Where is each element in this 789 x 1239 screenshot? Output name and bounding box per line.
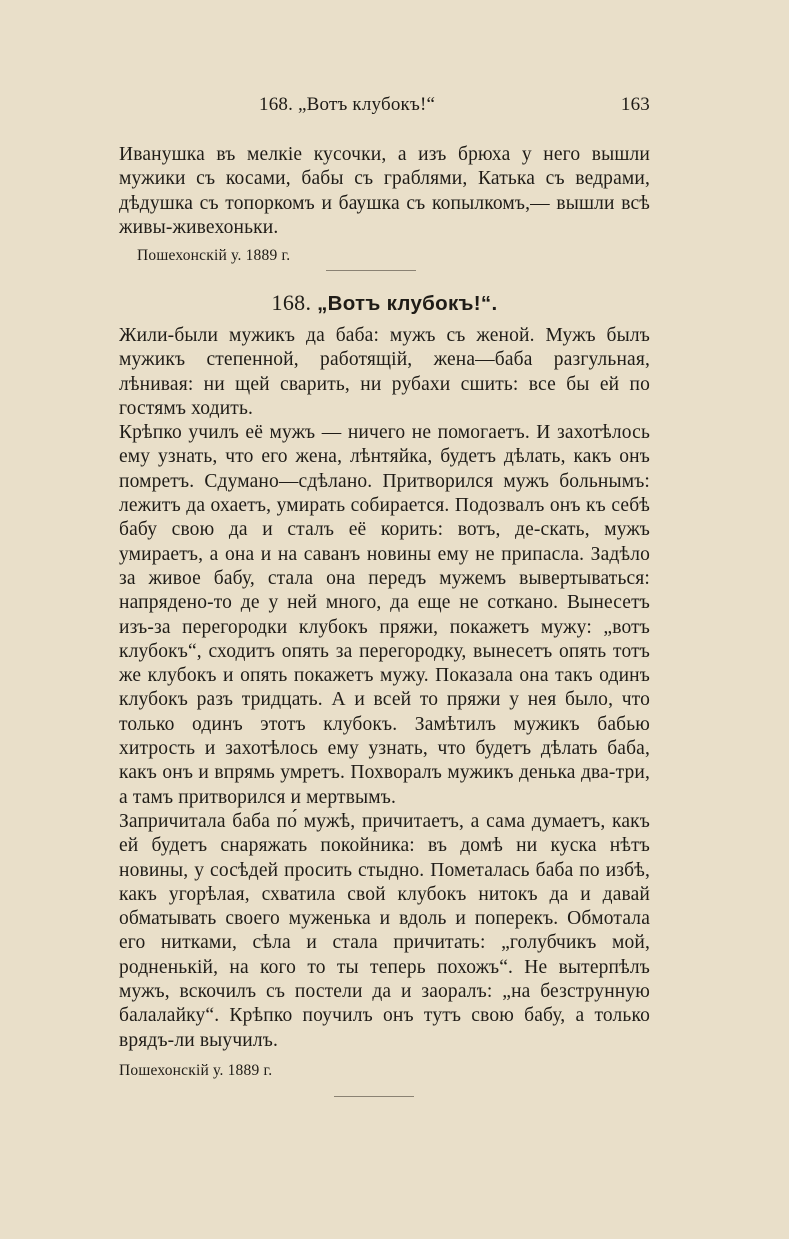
tale-paragraph-2: Крѣпко училъ её мужъ — ничего не помогаетъ. И захотѣлось ему узнать, что его жена, лѣнтяйка, будетъ дѣлать, какъ онъ помретъ. Сдумано—сдѣлано. Притворился мужъ больнымъ: лежитъ да охаетъ, умирать собирается. Подозвалъ онъ къ себѣ бабу свою да и сталъ её корить: вотъ, де-скать, мужъ умираетъ, а она и на саванъ новины ему не припасла. Задѣло за живое бабу, стала она передъ мужемъ вывертываться: напрядено-то де у ней много, да еще не соткано. Вынесетъ изъ-за перегородки клубокъ пряжи, покажетъ мужу: „вотъ клубокъ“, сходитъ опять за перегородку, вынесетъ опять тотъ же клубокъ и опять покажетъ мужу. Показала она такъ одинъ клубокъ разъ тридцать. А и всей то пряжи у нея было, что только одинъ этотъ клубокъ. Замѣтилъ мужикъ бабью хитрость и захотѣлось ему узнать, что будетъ дѣлать баба, какъ онъ и впрямь умретъ. Похворалъ мужикъ денька два-три, а тамъ притворился и мертвымъ. [119,422,650,808]
end-divider [334,1096,414,1097]
page-number: 163 [620,94,650,115]
tale-title: „Вотъ клубокъ!“. [317,292,498,315]
tale-source: Пошехонскій у. 1889 г. [119,1061,273,1079]
previous-tale-ending [119,143,650,265]
tale-number: 168. [271,290,312,315]
tale-paragraph-1: Жили-были мужикъ да баба: мужъ съ женой. Мужъ былъ мужикъ степенной, работящій, жена—баба разгульная, лѣнивая: ни щей сварить, ни рубахи сшить: все бы ей по гостямъ ходить. [119,325,650,419]
previous-tale-text: Иванушка въ мелкіе кусочки, а изъ брюха у него вышли мужики съ косами, бабы съ граблями, Катька съ ведрами, дѣдушка съ топоркомъ и баушка съ копылкомъ,— вышли всѣ живы-живехоньки. [119,144,650,238]
tale-paragraph-3: Запричитала баба по́ мужѣ, причитаетъ, а сама думаетъ, какъ ей будетъ снаряжать покойника: въ домѣ ни куска нѣтъ новины, у сосѣдей просить стыдно. Пометалась баба по избѣ, какъ угорѣлая, схватила свой клубокъ нитокъ да и давай обматывать своего муженька и вдоль и поперекъ. Обмотала его нитками, сѣла и стала причитать: „голубчикъ мой, родненькій, на кого то ты теперь похожъ“. Не вытерпѣлъ мужъ, вскочилъ съ постели да и заоралъ: „на безструнную балалайку“. Крѣпко поучилъ онъ тутъ свою бабу, а только врядъ-ли выучилъ. [119,810,650,1051]
running-head [119,94,650,122]
running-head-title: 168. „Вотъ клубокъ!“ [259,94,436,115]
previous-tale-source: Пошехонскій у. 1889 г. [137,247,291,265]
tale-heading [119,290,650,316]
section-divider [326,270,416,271]
tale-body [119,324,650,1080]
